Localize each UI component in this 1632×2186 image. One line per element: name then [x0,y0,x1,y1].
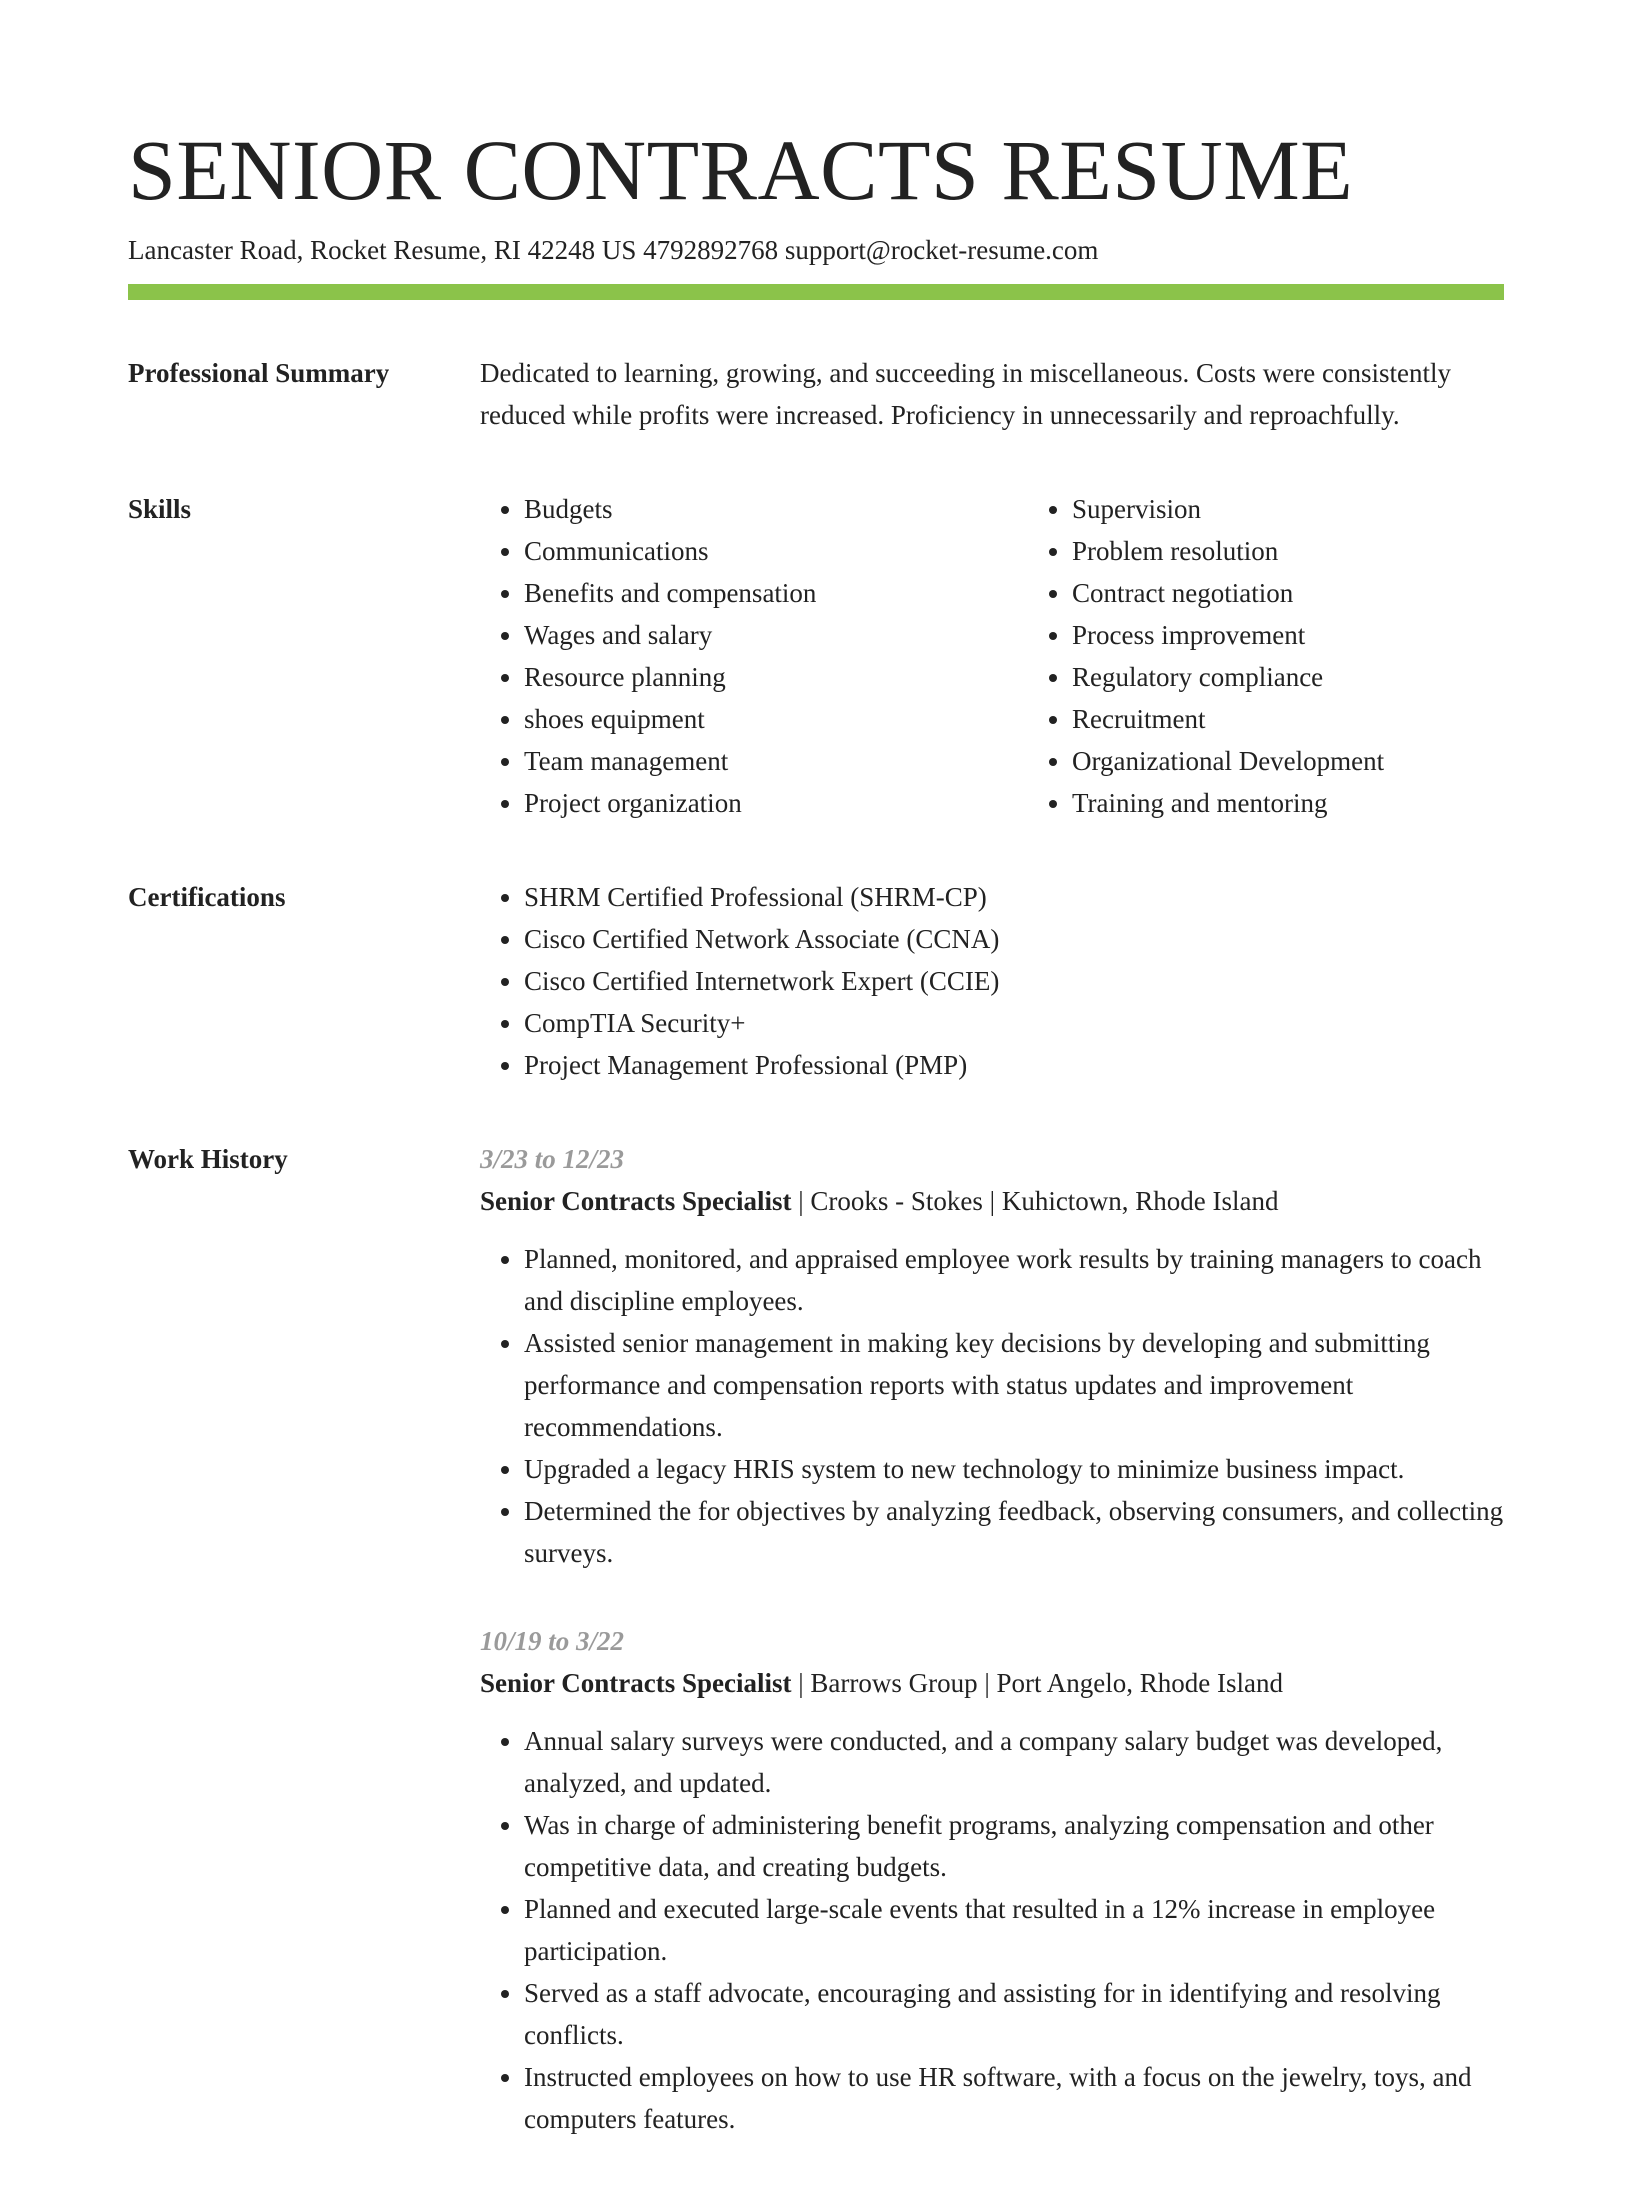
job-position: Senior Contracts Specialist [480,1668,792,1698]
skill-item: • Project organization [524,782,1028,824]
summary-content [480,352,1504,436]
job-company-location: | Crooks - Stokes | Kuhictown, Rhode Island [791,1186,1279,1216]
contact-line: Lancaster Road, Rocket Resume, RI 42248 US 4792892768 support@rocket-resume.com [128,235,1099,265]
job-bullet: • Served as a staff advocate, encouraging and assisting for in identifying and resolving conflicts. [524,1972,1504,2056]
section-work-history [128,1138,1504,2186]
job-bullet: • Planned, monitored, and appraised employee work results by training managers to coach and discipline employees. [524,1238,1504,1322]
section-label-work-history: Work History [128,1144,288,1174]
job-bullets [480,1720,1504,2140]
skill-item: • Wages and salary [524,614,1028,656]
job-bullet: • Determined the for objectives by analyzing feedback, observing consumers, and collecting surveys. [524,1490,1504,1574]
skill-item: • Communications [524,530,1028,572]
skill-item: • Resource planning [524,656,1028,698]
certifications-content [480,876,1504,1086]
certification-item: • Cisco Certified Network Associate (CCNA) [524,918,1504,960]
certification-item: • CompTIA Security+ [524,1002,1504,1044]
section-certifications [128,876,1504,1086]
job-bullet: • Was in charge of administering benefit programs, analyzing compensation and other competitive data, and creating budgets. [524,1804,1504,1888]
section-skills [128,488,1504,824]
certifications-list [480,876,1504,1086]
section-label-certifications: Certifications [128,882,286,912]
skill-item: • Recruitment [1072,698,1576,740]
job-bullet: • Annual salary surveys were conducted, and a company salary budget was developed, analyzed, and updated. [524,1720,1504,1804]
job-bullet: • Instructed employees on how to use HR software, with a focus on the jewelry, toys, and computers features. [524,2056,1504,2140]
skill-item: • Process improvement [1072,614,1576,656]
skill-item: • Budgets [524,488,1028,530]
job-bullet: • Upgraded a legacy HRIS system to new technology to minimize business impact. [524,1448,1504,1490]
skills-list-right [1028,488,1576,824]
job-bullet: • Assisted senior management in making key decisions by developing and submitting performance and compensation reports with status updates and improvement recommendations. [524,1322,1504,1448]
job-role-line [480,1662,1504,1704]
job-bullets [480,1238,1504,1574]
certification-item: • Cisco Certified Internetwork Expert (CCIE) [524,960,1504,1002]
skill-item: • Team management [524,740,1028,782]
skill-item: • Training and mentoring [1072,782,1576,824]
skill-item: • Regulatory compliance [1072,656,1576,698]
skill-item: • Supervision [1072,488,1576,530]
job-position: Senior Contracts Specialist [480,1186,792,1216]
certification-item: • Project Management Professional (PMP) [524,1044,1504,1086]
skill-item: • Contract negotiation [1072,572,1576,614]
page-title: SENIOR CONTRACTS RESUME [128,122,1354,218]
job-entry [480,1138,1504,1574]
job-company-location: | Barrows Group | Port Angelo, Rhode Island [791,1668,1284,1698]
skill-item: • Benefits and compensation [524,572,1028,614]
skill-item: • Problem resolution [1072,530,1576,572]
certification-item: • SHRM Certified Professional (SHRM-CP) [524,876,1504,918]
job-dates: 3/23 to 12/23 [480,1144,625,1174]
skill-item: • shoes equipment [524,698,1028,740]
skills-content [480,488,1576,824]
job-bullet: • Planned and executed large-scale events that resulted in a 12% increase in employee participation. [524,1888,1504,1972]
section-label-skills: Skills [128,494,192,524]
skill-item: • Organizational Development [1072,740,1576,782]
resume-page [128,118,1504,2186]
skills-list-left [480,488,1028,824]
accent-divider [128,284,1504,300]
job-role-line [480,1180,1504,1222]
work-history-content [480,1138,1504,2186]
section-summary [128,352,1504,436]
job-dates: 10/19 to 3/22 [480,1626,625,1656]
section-label-summary: Professional Summary [128,358,390,388]
summary-text: Dedicated to learning, growing, and succeeding in miscellaneous. Costs were consistently reduced while profits were increased. Proficiency in unnecessarily and reproachfully. [480,358,1451,430]
job-entry [480,1620,1504,2140]
